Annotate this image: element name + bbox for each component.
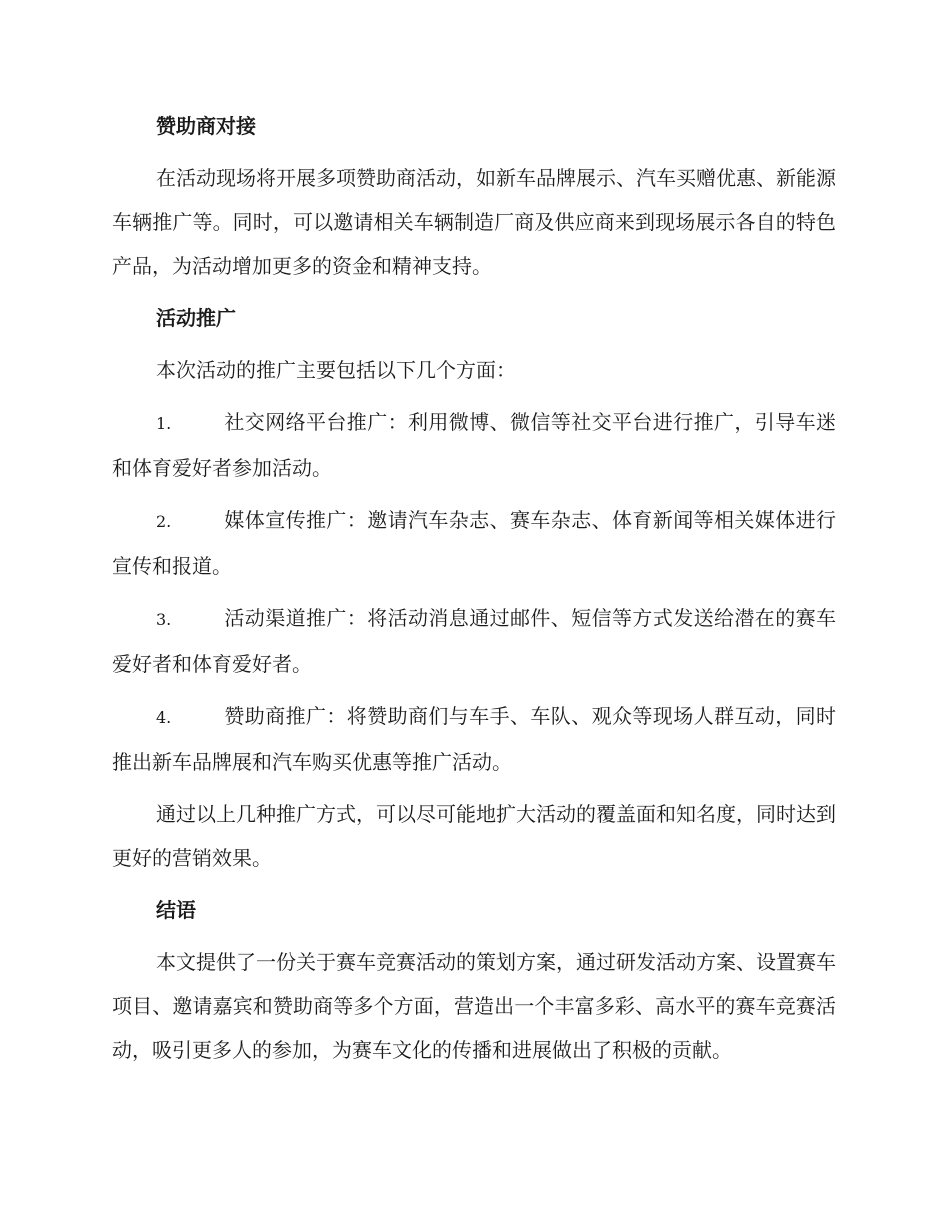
conclusion-paragraph: 本文提供了一份关于赛车竞赛活动的策划方案，通过研发活动方案、设置赛车项目、邀请嘉宾和赞助商等多个方面，营造出一个丰富多彩、高水平的赛车竞赛活动，吸引更多人的参加，为赛车文化的传播和进展做出了积极的贡献。 [112,950,836,1062]
section-heading-promotion: 活动推广 [156,306,236,330]
list-number: 4. [156,708,172,727]
list-text: 活动渠道推广：将活动消息通过邮件、短信等方式发送给潜在的赛车爱好者和体育爱好者。 [112,606,836,676]
list-item [112,596,836,686]
section-heading-conclusion: 结语 [156,898,196,922]
list-number: 3. [156,610,172,629]
list-text: 社交网络平台推广：利用微博、微信等社交平台进行推广，引导车迷和体育爱好者参加活动。 [112,410,836,480]
list-text: 媒体宣传推广：邀请汽车杂志、赛车杂志、体育新闻等相关媒体进行宣传和报道。 [112,508,836,578]
list-item [112,498,836,588]
list-item [112,400,836,490]
document-page [112,104,836,1080]
list-number: 2. [156,512,172,531]
list-item [112,694,836,784]
promotion-closing: 通过以上几种推广方式，可以尽可能地扩大活动的覆盖面和知名度，同时达到更好的营销效果。 [112,802,836,870]
list-number: 1. [156,414,172,433]
promotion-intro: 本次活动的推广主要包括以下几个方面： [156,358,516,382]
sponsor-paragraph: 在活动现场将开展多项赞助商活动，如新车品牌展示、汽车买赠优惠、新能源车辆推广等。同时，可以邀请相关车辆制造厂商及供应商来到现场展示各自的特色产品，为活动增加更多的资金和精神支持。 [112,166,836,278]
list-text: 赞助商推广：将赞助商们与车手、车队、观众等现场人群互动，同时推出新车品牌展和汽车购买优惠等推广活动。 [112,704,836,774]
section-heading-sponsor: 赞助商对接 [156,114,256,138]
